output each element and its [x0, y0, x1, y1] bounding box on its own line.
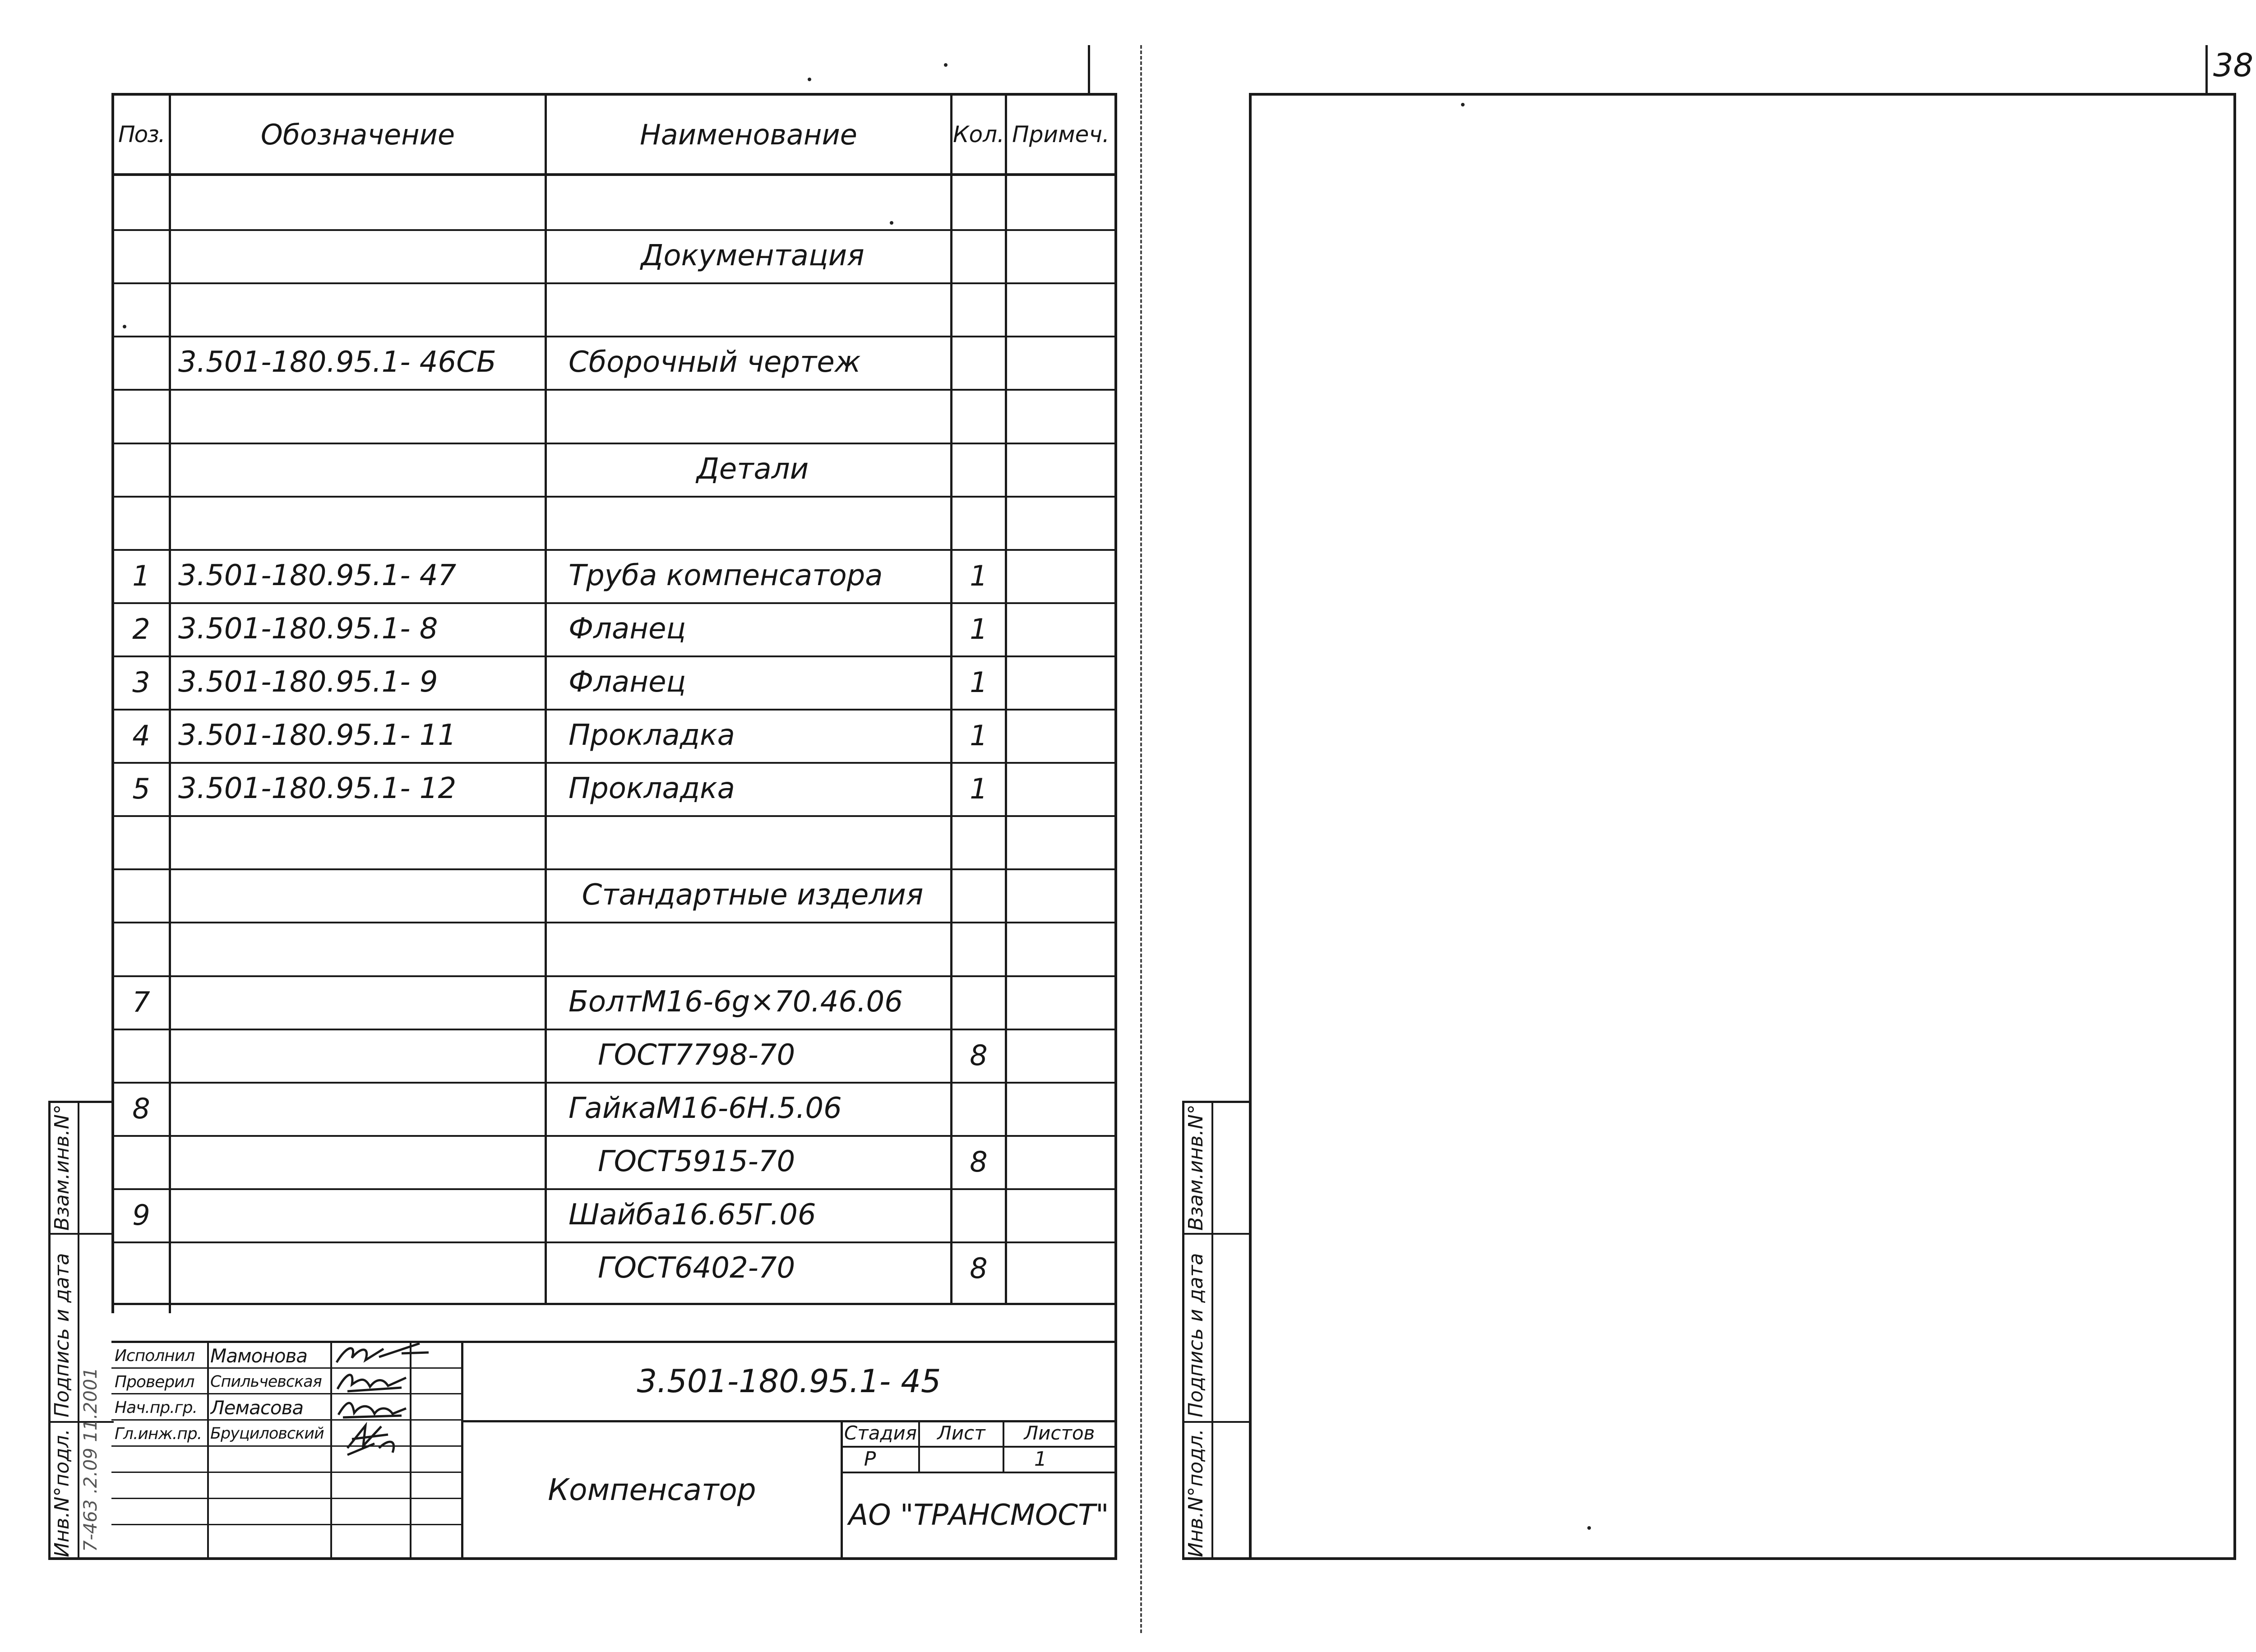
spec-cell-note [1007, 496, 1114, 549]
spec-cell-designation: 3.501-180.95.1- 47 [178, 559, 457, 592]
spec-cell-name [555, 389, 950, 442]
tb-row-line [111, 1472, 463, 1473]
signer-name: Лемасова [210, 1396, 304, 1419]
spec-cell-qty: 1 [970, 719, 988, 752]
right-frame-bottom [1182, 1557, 2236, 1560]
spec-cell-note [1007, 443, 1114, 496]
sheets-label: Листов [1024, 1422, 1095, 1444]
frame-right [1114, 93, 1117, 1560]
spec-cell-pos: 5 [132, 772, 150, 805]
spec-cell-note [1007, 1135, 1114, 1188]
spec-cell-pos [114, 336, 169, 389]
signature-1 [334, 1340, 433, 1369]
spec-cell-pos: 2 [132, 612, 150, 646]
sheet-label: Лист [937, 1422, 985, 1444]
organization: АО "ТРАНСМОСТ" [848, 1499, 1109, 1532]
spec-cell-pos [114, 815, 169, 868]
stamp-handwritten: 7-463 .2.09 11.2001 [80, 1367, 101, 1552]
stage-value: Р [864, 1448, 876, 1471]
signer-name: Спильчевская [210, 1373, 322, 1391]
signature-3 [334, 1395, 411, 1420]
sheets-value: 1 [1034, 1448, 1047, 1471]
tb-row-line [111, 1524, 463, 1525]
signer-role: Гл.инж.пр. [115, 1424, 202, 1443]
spec-cell-note [1007, 229, 1114, 282]
spec-cell-designation [178, 1029, 545, 1082]
stage-label: Стадия [844, 1422, 917, 1444]
col-line-pos [169, 93, 171, 1313]
stamp-inv-podl: Инв.N°подл. [51, 1429, 74, 1557]
spec-cell-note [1007, 655, 1114, 709]
spec-cell-note [1007, 1029, 1114, 1082]
spec-cell-pos [114, 868, 169, 922]
spec-cell-pos [114, 443, 169, 496]
speck [890, 221, 893, 225]
col-line-designation [545, 93, 547, 1303]
spec-cell-designation: 3.501-180.95.1- 12 [178, 772, 457, 805]
product-name: Компенсатор [548, 1472, 756, 1507]
spec-cell-designation [178, 922, 545, 975]
spec-cell-pos: 9 [132, 1198, 150, 1232]
header-designation: Обозначение [260, 118, 455, 151]
spec-cell-pos [114, 1135, 169, 1188]
header-qty: Кол. [953, 121, 1004, 148]
spec-cell-qty [952, 922, 1005, 975]
signer-name: Мамонова [210, 1344, 308, 1367]
right-top-tick [2205, 45, 2208, 95]
spec-cell-qty [952, 496, 1005, 549]
spec-cell-name [555, 815, 950, 868]
spec-cell-qty [952, 282, 1005, 336]
spec-cell-pos: 4 [132, 719, 150, 752]
spec-cell-note [1007, 762, 1114, 815]
spec-cell-qty [952, 1082, 1005, 1135]
top-tick [1088, 45, 1090, 95]
spec-cell-designation: 3.501-180.95.1- 11 [178, 719, 457, 752]
spec-cell-name: Прокладка [569, 719, 735, 752]
spec-cell-designation [178, 1188, 545, 1241]
spec-cell-qty [952, 389, 1005, 442]
spec-cell-note [1007, 815, 1114, 868]
spec-cell-pos: 1 [132, 559, 150, 592]
spec-cell-note [1007, 868, 1114, 922]
spec-cell-pos [114, 922, 169, 975]
spec-cell-name: ГОСТ6402-70 [598, 1251, 795, 1285]
spec-cell-name [555, 496, 950, 549]
spec-cell-qty: 8 [970, 1145, 988, 1178]
spec-cell-note [1007, 389, 1114, 442]
spec-cell-pos [114, 496, 169, 549]
spec-cell-designation [178, 815, 545, 868]
spec-cell-designation [178, 389, 545, 442]
spec-cell-designation [178, 975, 545, 1029]
spec-cell-name: Прокладка [569, 772, 735, 805]
spec-cell-pos [114, 389, 169, 442]
signer-role: Проверил [115, 1372, 194, 1391]
spec-cell-note [1007, 282, 1114, 336]
right-frame-right [2233, 93, 2236, 1560]
spec-cell-note [1007, 176, 1114, 229]
spec-cell-designation: 3.501-180.95.1- 46СБ [178, 346, 496, 379]
signature-4 [338, 1421, 406, 1457]
spec-cell-name: БолтМ16-6g×70.46.06 [569, 985, 903, 1019]
signer-role: Исполнил [115, 1346, 195, 1365]
right-frame-top [1249, 93, 2236, 96]
document-code: 3.501-180.95.1- 45 [637, 1363, 941, 1400]
spec-cell-note [1007, 922, 1114, 975]
spec-cell-name: ГайкаМ16-6Н.5.06 [569, 1092, 842, 1125]
spec-cell-name: Документация [641, 239, 864, 272]
spec-cell-pos: 8 [132, 1092, 150, 1125]
right-stamp-mid [1211, 1101, 1213, 1560]
spec-cell-designation [178, 176, 545, 229]
spec-cell-name: ГОСТ5915-70 [598, 1145, 795, 1178]
spec-cell-name: ГОСТ7798-70 [598, 1038, 795, 1072]
header-note: Примеч. [1012, 121, 1110, 148]
spec-cell-designation [178, 1082, 545, 1135]
table-end-line [111, 1303, 1117, 1305]
spec-cell-pos [114, 176, 169, 229]
signer-name: Бруциловский [210, 1425, 324, 1443]
spec-cell-qty: 1 [970, 665, 988, 699]
speck [808, 78, 811, 81]
stamp-sign-date: Подпись и дата [51, 1253, 74, 1417]
spec-cell-designation [178, 868, 545, 922]
spec-cell-pos [114, 282, 169, 336]
spec-cell-designation: 3.501-180.95.1- 9 [178, 665, 438, 699]
spec-cell-qty: 8 [970, 1038, 988, 1072]
spec-cell-designation [178, 229, 545, 282]
spec-cell-pos [114, 229, 169, 282]
spec-cell-qty [952, 229, 1005, 282]
spec-cell-qty [952, 868, 1005, 922]
spec-cell-note [1007, 709, 1114, 762]
spec-cell-name: Детали [696, 452, 809, 486]
spec-cell-name [555, 282, 950, 336]
header-pos: Поз. [118, 121, 165, 148]
stamp-mid [78, 1101, 79, 1560]
speck [1587, 1526, 1591, 1530]
spec-cell-name: Труба компенсатора [569, 559, 883, 592]
right-frame-left [1249, 93, 1252, 1560]
speck [123, 325, 126, 328]
spec-cell-note [1007, 336, 1114, 389]
spec-cell-note [1007, 602, 1114, 655]
spec-cell-pos [114, 1029, 169, 1082]
speck [1461, 103, 1465, 106]
spec-cell-qty [952, 176, 1005, 229]
spec-cell-designation [178, 1241, 545, 1295]
fold-line [1140, 45, 1142, 1633]
spec-cell-note [1007, 1188, 1114, 1241]
spec-cell-name: Сборочный чертеж [569, 346, 861, 379]
spec-cell-name: Фланец [569, 665, 686, 699]
spec-cell-name: Стандартные изделия [582, 878, 924, 912]
spec-cell-name: Фланец [569, 612, 686, 646]
tb-row-line [111, 1498, 463, 1499]
spec-cell-qty: 1 [970, 612, 988, 646]
spec-cell-qty: 8 [970, 1251, 988, 1285]
spec-cell-designation [178, 282, 545, 336]
right-stamp-inv-podl: Инв.N°подл. [1184, 1429, 1207, 1557]
spec-cell-note [1007, 1241, 1114, 1295]
spec-cell-pos [114, 1241, 169, 1295]
stamp-vzam-inv: Взам.инв.N° [51, 1104, 74, 1231]
spec-cell-designation: 3.501-180.95.1- 8 [178, 612, 438, 646]
spec-cell-qty [952, 443, 1005, 496]
spec-cell-note [1007, 975, 1114, 1029]
right-stamp-sign-date: Подпись и дата [1184, 1253, 1207, 1417]
signature-2 [334, 1369, 411, 1395]
spec-cell-pos: 7 [132, 985, 150, 1019]
frame-bottom [48, 1557, 1117, 1560]
spec-cell-qty [952, 336, 1005, 389]
speck [944, 63, 948, 67]
spec-cell-name: Шайба16.65Г.06 [569, 1198, 816, 1232]
spec-cell-designation [178, 443, 545, 496]
sheet-number: 38 [2213, 47, 2254, 84]
right-stamp-vzam-inv: Взам.инв.N° [1184, 1104, 1207, 1231]
spec-cell-note [1007, 549, 1114, 602]
spec-cell-designation [178, 1135, 545, 1188]
header-name: Наименование [640, 118, 857, 151]
spec-cell-qty [952, 1188, 1005, 1241]
spec-cell-qty: 1 [970, 559, 988, 592]
signer-role: Нач.пр.гр. [115, 1398, 197, 1417]
spec-cell-qty [952, 975, 1005, 1029]
spec-cell-qty: 1 [970, 772, 988, 805]
spec-cell-pos: 3 [132, 665, 150, 699]
spec-cell-qty [952, 815, 1005, 868]
spec-cell-note [1007, 1082, 1114, 1135]
spec-cell-name [555, 922, 950, 975]
spec-cell-designation [178, 496, 545, 549]
